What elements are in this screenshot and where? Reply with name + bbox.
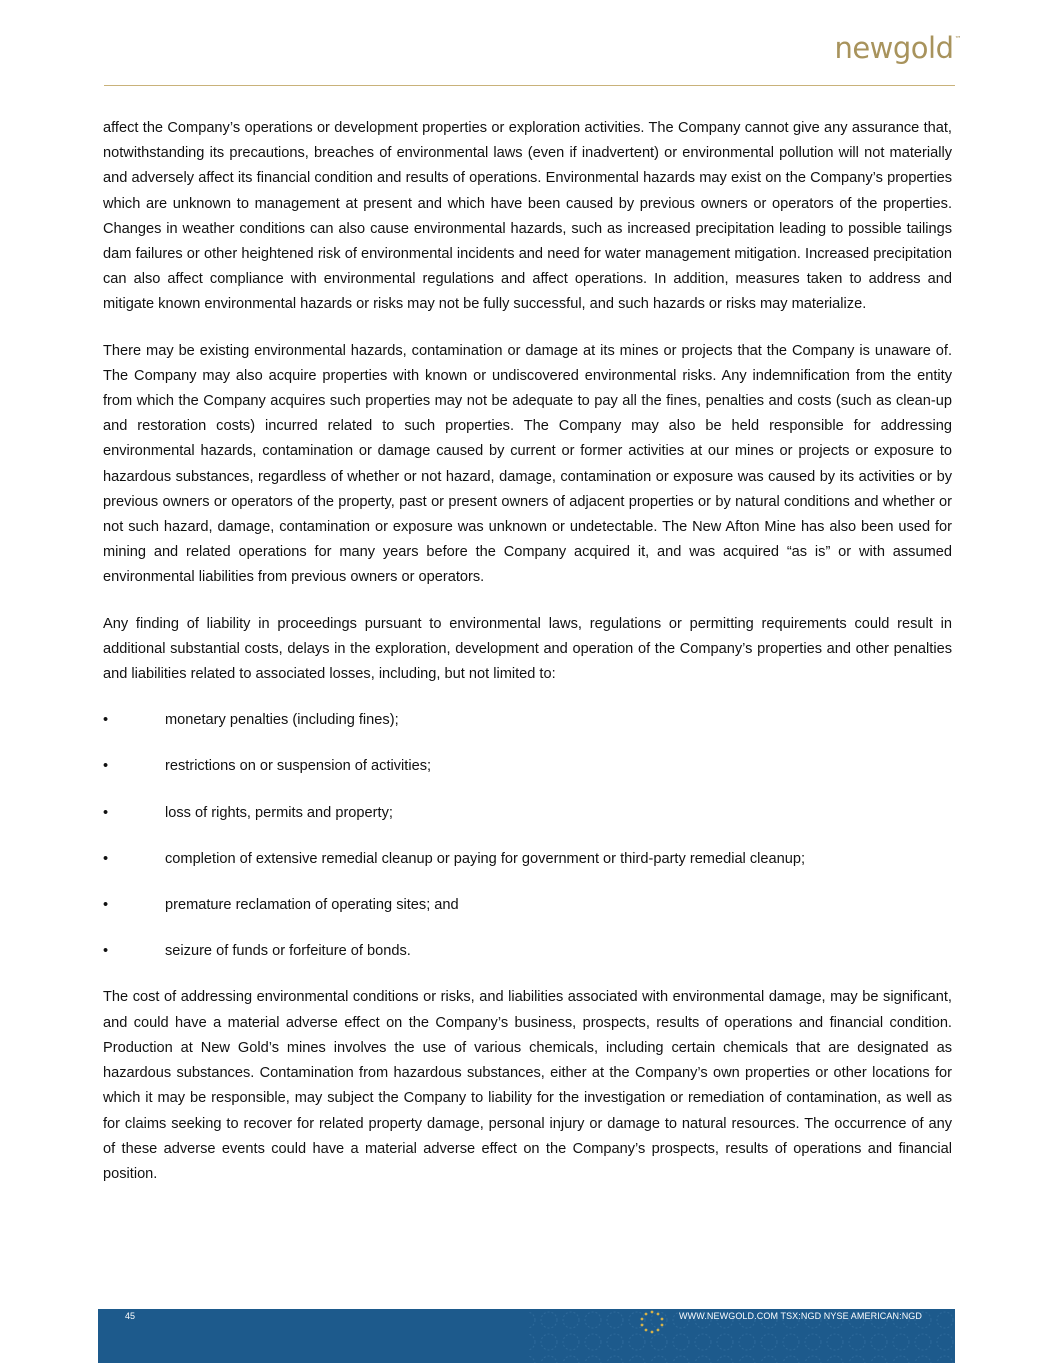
list-item-text: restrictions on or suspension of activities;	[165, 758, 432, 775]
bullet-symbol: •	[103, 897, 109, 914]
liability-bullet-list	[103, 708, 952, 964]
list-item-text: monetary penalties (including fines);	[165, 712, 399, 729]
newgold-sun-icon	[638, 1309, 666, 1335]
paragraph-3: Any finding of liability in proceedings pursuant to environmental laws, regulations or permitting requirements could result in additional substantial costs, delays in the exploration, development and operation of the Company’s properties and other penalties and liabilities related to associated losses, including, but not limited to:	[103, 615, 952, 683]
newgold-logo	[834, 31, 961, 65]
list-item-text: loss of rights, permits and property;	[165, 804, 393, 821]
bullet-symbol: •	[103, 850, 109, 867]
closing-paragraph: The cost of addressing environmental conditions or risks, and liabilities associated with environmental damage, may be significant, and could have a material adverse effect on the Company’s business, prospects, results of operations and financial condition. Production at New Gold’s mines involves the use of various chemicals, including certain chemicals that are designated as hazardous substances. Contamination from hazardous substances, either at the Company’s own properties or other locations for which it may be responsible, may subject the Company to liability for the investigation or remediation of contamination, as well as for claims seeking to recover for related property damage, personal injury or damage to natural resources. The occurrence of any of these adverse events could have a material adverse effect on the Company’s prospects, results of operations and financial position.	[103, 989, 952, 1182]
logo-trademark: ™	[954, 35, 961, 43]
list-item	[103, 801, 952, 826]
list-item	[103, 754, 952, 779]
list-item	[103, 708, 952, 733]
list-item-text: seizure of funds or forfeiture of bonds.	[165, 943, 411, 960]
paragraph-1: affect the Company’s operations or development properties or exploration activities. The Company cannot give any assurance that, notwithstanding its precautions, breaches of environmental laws (even if inadvertent) or environmental pollution will not materially and adversely affect its financial condition and results of operations. Environmental hazards may exist on the Company’s properties which are unknown to management at present and which have been caused by previous owners or operators of the properties. Changes in weather conditions can also cause environmental hazards, such as increased precipitation leading to possible tailings dam failures or other heightened risk of environmental incidents and need for water management mitigation. Increased precipitation can also affect compliance with environmental regulations and affect operations. In addition, measures taken to address and mitigate known environmental hazards or risks may not be fully successful, and such hazards or risks may materialize.	[103, 120, 952, 313]
list-item-text: premature reclamation of operating sites; and	[165, 897, 459, 914]
page-number: 45	[125, 1311, 136, 1321]
footer-website-tickers: WWW.NEWGOLD.COM TSX:NGD NYSE AMERICAN:NGD	[679, 1311, 922, 1321]
list-item-text: completion of extensive remedial cleanup or paying for government or third-party remedial cleanup;	[165, 850, 806, 867]
list-item	[103, 939, 952, 964]
footer-bar	[98, 1309, 955, 1363]
logo-text: newgold	[834, 31, 954, 65]
bullet-symbol: •	[103, 943, 109, 960]
bullet-symbol: •	[103, 804, 109, 821]
header-rule	[104, 85, 955, 86]
paragraph-2: There may be existing environmental hazards, contamination or damage at its mines or projects that the Company is unaware of. The Company may also acquire properties with known or undiscovered environmental risks. Any indemnification from the entity from which the Company acquires such properties may not be adequate to pay all the fines, penalties and costs (such as clean-up and restoration costs) incurred related to such properties. The Company may also be held responsible for addressing environmental hazards, contamination or damage caused by current or former activities at our mines or projects or exposure to hazardous substances, regardless of whether or not hazard, damage, contamination or exposure was caused by its activities or by previous owners or operators of the property, past or present owners of adjacent properties or by natural conditions and whether or not such hazard, damage, contamination or exposure was unknown or undetectable. The New Afton Mine has also been used for mining and related operations for many years before the Company acquired it, and was acquired “as is” or with assumed environmental liabilities from previous owners or operators.	[103, 342, 952, 586]
list-item	[103, 893, 952, 918]
bullet-symbol: •	[103, 712, 109, 729]
bullet-symbol: •	[103, 758, 109, 775]
list-item	[103, 847, 952, 872]
document-body	[103, 116, 952, 1208]
